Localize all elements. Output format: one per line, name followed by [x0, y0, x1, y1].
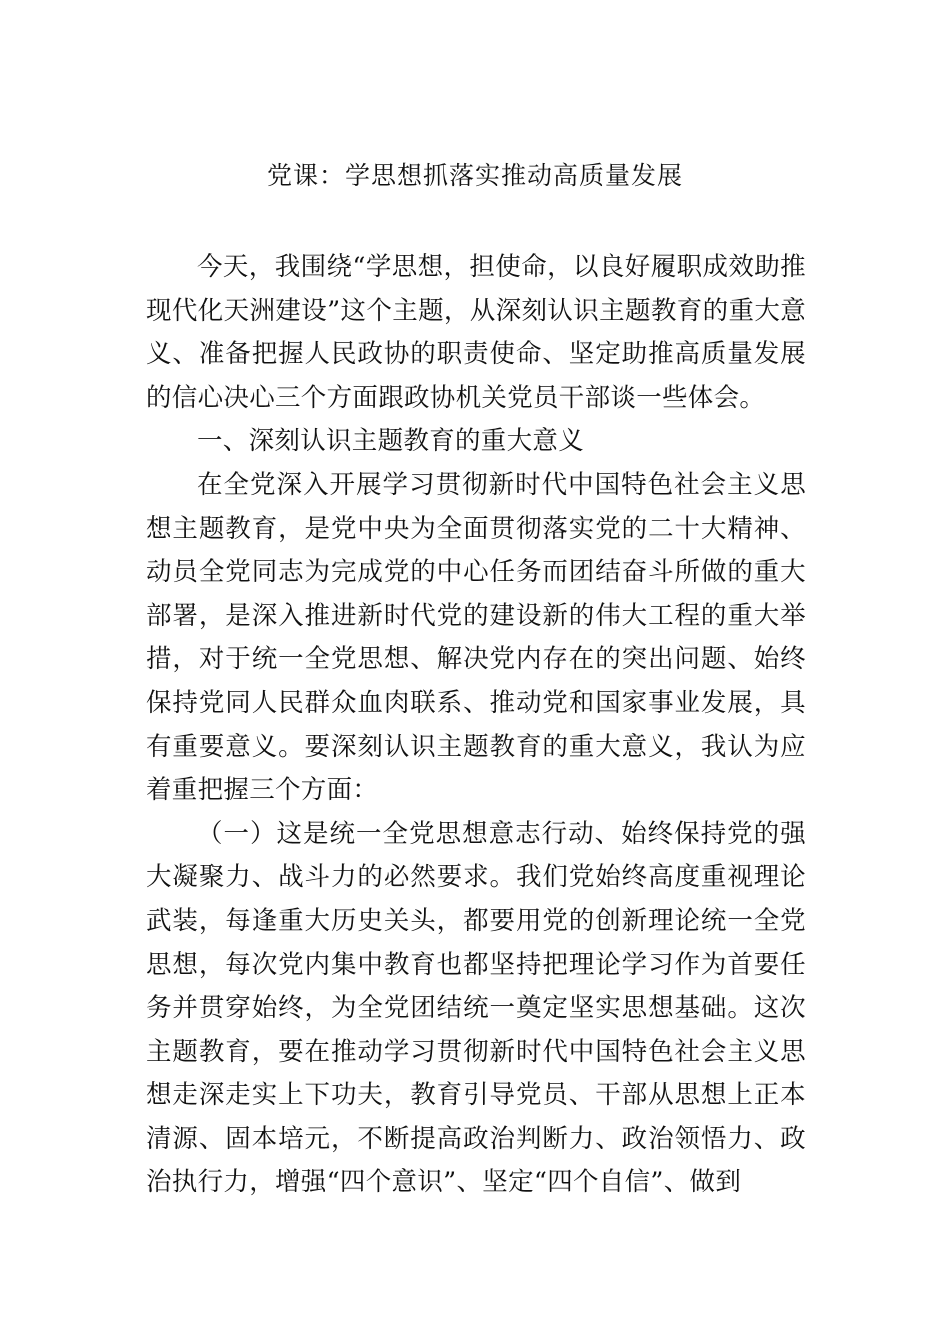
paragraph-intro: 今天，我围绕“学思想，担使命，以良好履职成效助推现代化天洲建设”这个主题，从深刻认识主题教育的重大意义、准备把握人民政协的职责使命、坚定助推高质量发展的信心决心三个方面跟政协机关党员干部谈一些体会。: [146, 252, 806, 413]
document-title: 党课：学思想抓落实推动高质量发展: [266, 161, 683, 190]
paragraph-significance: 在全党深入开展学习贯彻新时代中国特色社会主义思想主题教育，是党中央为全面贯彻落实党的二十大精神、动员全党同志为完成党的中心任务而团结奋斗所做的重大部署，是深入推进新时代党的建设新的伟大工程的重大举措，对于统一全党思想、解决党内存在的突出问题、始终保持党同人民群众血肉联系、推动党和国家事业发展，具有重要意义。要深刻认识主题教育的重大意义，我认为应着重把握三个方面：: [146, 469, 806, 806]
document-body: [146, 246, 806, 1205]
section-heading-1: 一、深刻认识主题教育的重大意义: [197, 426, 585, 457]
paragraph-point-1: （一）这是统一全党思想意志行动、始终保持党的强大凝聚力、战斗力的必然要求。我们党始终高度重视理论武装，每逢重大历史关头，都要用党的创新理论统一全党思想，每次党内集中教育也都坚持把理论学习作为首要任务并贯穿始终，为全党团结统一奠定坚实思想基础。这次主题教育，要在推动学习贯彻新时代中国特色社会主义思想走深走实上下功夫，教育引导党员、干部从思想上正本清源、固本培元，不断提高政治判断力、政治领悟力、政治执行力，增强“四个意识”、坚定“四个自信”、做到: [146, 818, 806, 1198]
